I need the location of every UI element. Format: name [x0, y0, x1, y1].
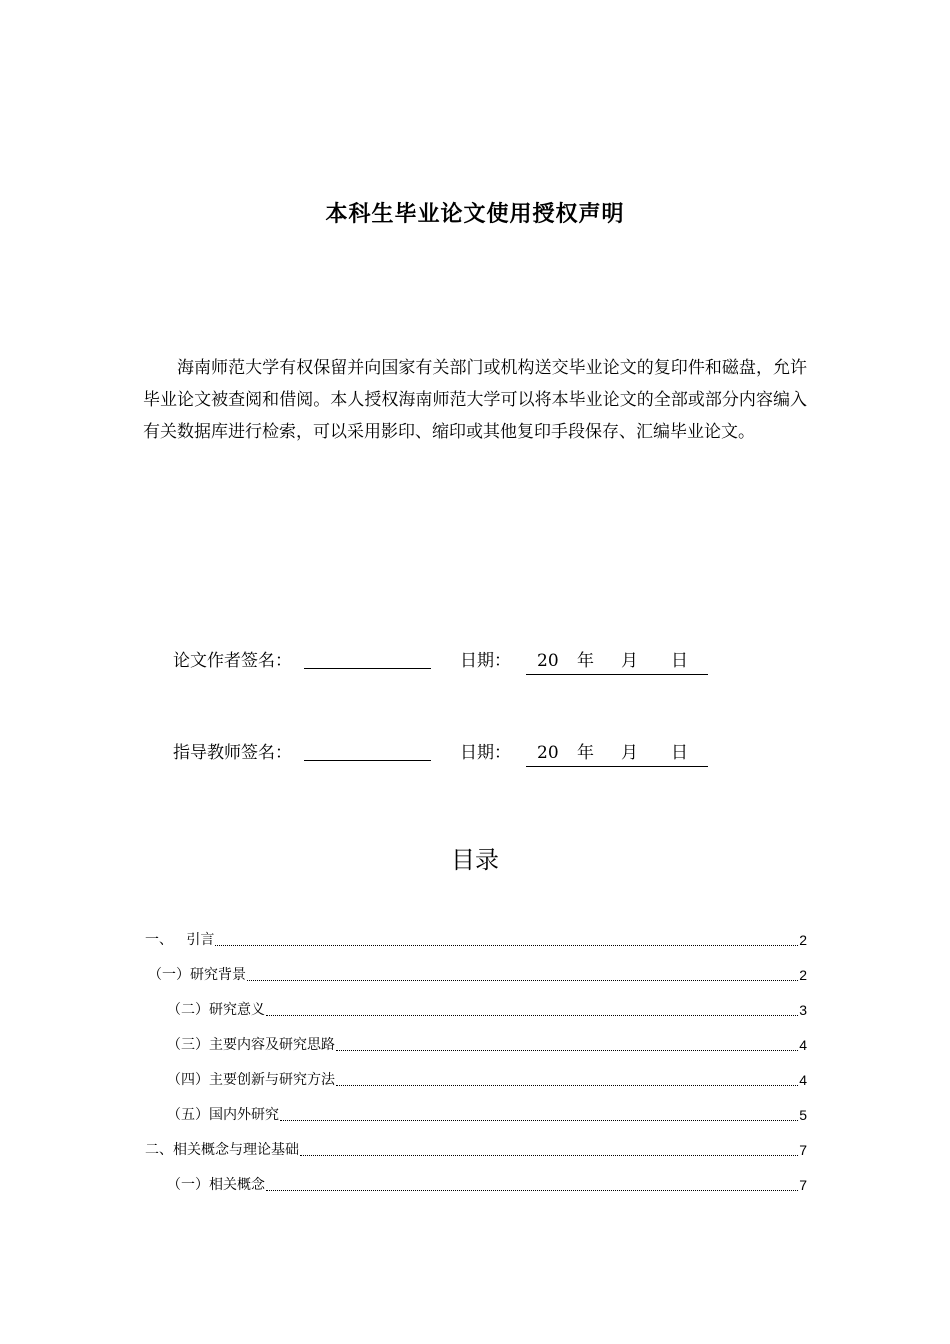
advisor-date-day: 日 [671, 743, 688, 763]
author-date-year-prefix: 20 [537, 651, 559, 671]
advisor-date-field[interactable] [526, 740, 708, 767]
toc-leader [280, 1119, 798, 1121]
author-date-year: 年 [577, 651, 594, 671]
advisor-date-month: 月 [621, 743, 638, 763]
toc-entry-page: 4 [799, 1072, 807, 1088]
toc-entry-label: （四）主要创新与研究方法 [167, 1072, 335, 1088]
toc-title: 目录 [451, 846, 499, 874]
author-signature-label: 论文作者签名： [173, 651, 292, 671]
toc-leader [300, 1154, 798, 1156]
advisor-signature-line[interactable] [304, 760, 431, 761]
toc-entry[interactable] [143, 929, 807, 951]
toc-leader [336, 1049, 798, 1051]
author-date-month: 月 [621, 651, 638, 671]
toc-entry[interactable] [143, 999, 807, 1021]
advisor-date-label: 日期： [460, 743, 511, 763]
toc-entry-page: 5 [799, 1107, 807, 1123]
toc-entry-label: 二、相关概念与理论基础 [145, 1142, 299, 1158]
toc-entry-label: （三）主要内容及研究思路 [167, 1037, 335, 1053]
toc-entry-page: 2 [799, 932, 807, 948]
toc-leader [336, 1084, 798, 1086]
toc-entry[interactable] [143, 1174, 807, 1196]
toc-entry-page: 7 [799, 1142, 807, 1158]
toc-entry-page: 7 [799, 1177, 807, 1193]
toc-entry-page: 2 [799, 967, 807, 983]
declaration-title: 本科生毕业论文使用授权声明 [325, 202, 625, 227]
toc-entry-label: （二）研究意义 [167, 1002, 265, 1018]
author-date-label: 日期： [460, 651, 511, 671]
toc-entry-label: 一、 引言 [145, 932, 215, 948]
advisor-signature-label: 指导教师签名： [173, 743, 292, 763]
advisor-date-year-prefix: 20 [537, 743, 559, 763]
toc-entry-page: 4 [799, 1037, 807, 1053]
toc-entry-page: 3 [799, 1002, 807, 1018]
toc-leader [266, 1014, 798, 1016]
toc-entry-label: （五）国内外研究 [167, 1107, 279, 1123]
toc-entry-label: （一）研究背景 [148, 967, 246, 983]
author-date-day: 日 [671, 651, 688, 671]
toc-entry[interactable] [143, 964, 807, 986]
declaration-statement: 海南师范大学有权保留并向国家有关部门或机构送交毕业论文的复印件和磁盘，允许毕业论文被查阅和借阅。本人授权海南师范大学可以将本毕业论文的全部或部分内容编入有关数据库进行检索，可以采用影印、缩印或其他复印手段保存、汇编毕业论文。 [143, 358, 807, 442]
toc-entry[interactable] [143, 1069, 807, 1091]
advisor-date-year: 年 [577, 743, 594, 763]
toc-entry[interactable] [143, 1139, 807, 1161]
author-signature-line[interactable] [304, 668, 431, 669]
toc-leader [247, 979, 798, 981]
toc-leader [266, 1189, 798, 1191]
toc-leader [215, 944, 798, 946]
author-date-field[interactable] [526, 648, 708, 675]
toc-entry-label: （一）相关概念 [167, 1177, 265, 1193]
toc-entry[interactable] [143, 1034, 807, 1056]
toc-entry[interactable] [143, 1104, 807, 1126]
